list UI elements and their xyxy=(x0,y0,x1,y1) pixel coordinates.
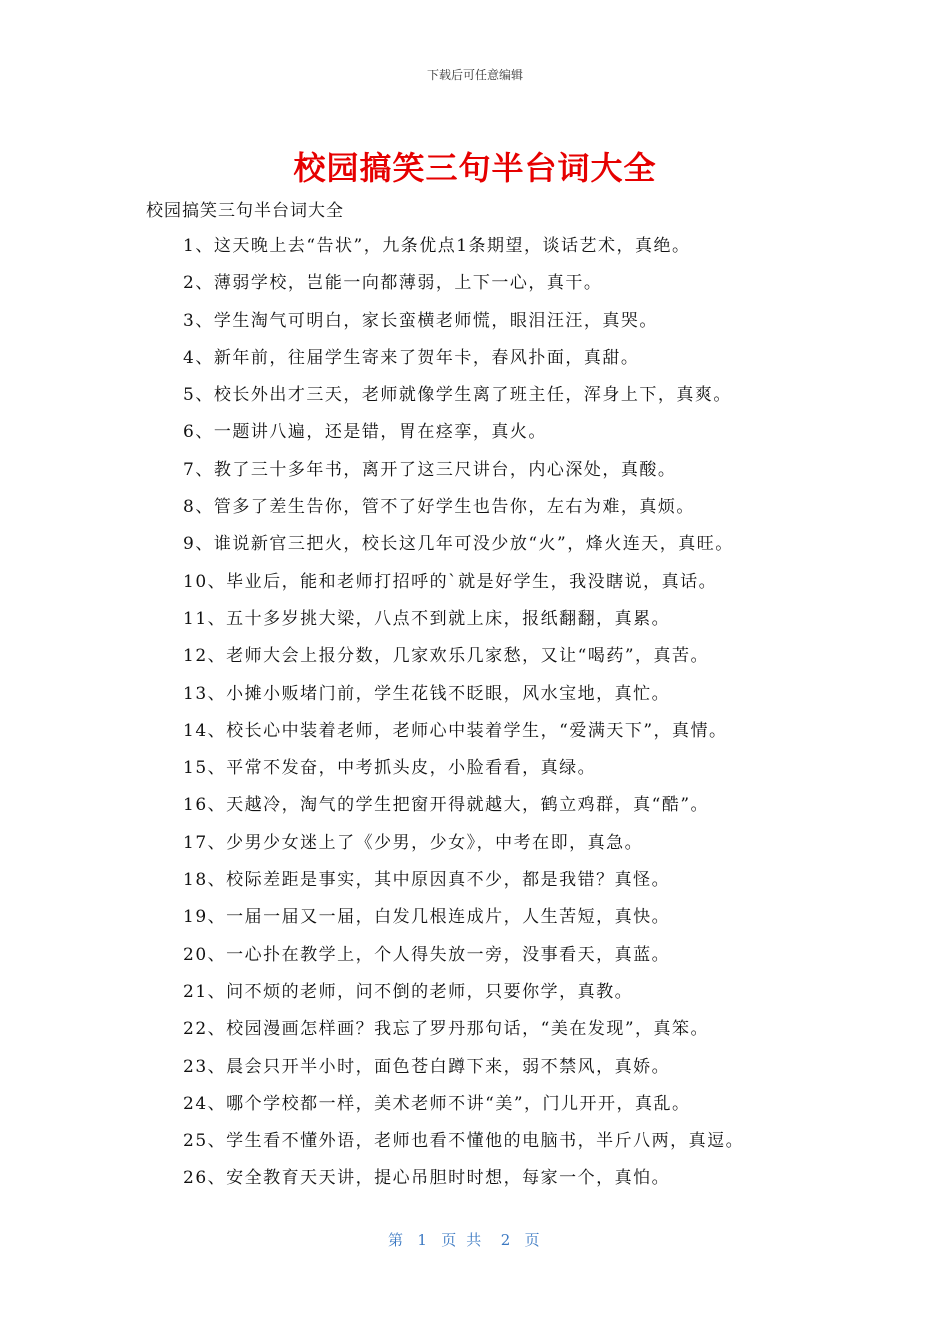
page-footer xyxy=(388,1229,540,1250)
list-item: 6、一题讲八遍，还是错，胃在痉挛，真火。 xyxy=(183,422,547,443)
dialogue-list xyxy=(183,232,883,1202)
list-item: 10、毕业后，能和老师打招呼的`就是好学生，我没瞎说，真话。 xyxy=(183,571,718,592)
list-item: 16、天越冷，淘气的学生把窗开得就越大，鹤立鸡群，真“酷”。 xyxy=(183,795,710,816)
list-item: 22、校园漫画怎样画？我忘了罗丹那句话，“美在发现”，真笨。 xyxy=(183,1019,710,1040)
list-item: 20、一心扑在教学上，个人得失放一旁，没事看天，真蓝。 xyxy=(183,944,671,965)
list-item: 17、少男少女迷上了《少男，少女》，中考在即，真急。 xyxy=(183,832,644,853)
list-item: 2、薄弱学校，岂能一向都薄弱，上下一心，真干。 xyxy=(183,273,603,294)
document-title: 校园搞笑三句半台词大全 xyxy=(293,149,657,187)
list-item: 8、管多了差生告你，管不了好学生也告你，左右为难，真烦。 xyxy=(183,497,695,518)
list-item: 14、校长心中装着老师，老师心中装着学生，“爱满天下”，真情。 xyxy=(183,720,728,741)
footer-total-pages: 2 xyxy=(500,1231,511,1249)
list-item: 1、这天晚上去“告状”，九条优点1条期望，谈话艺术，真绝。 xyxy=(183,236,691,256)
footer-page-prefix: 第 xyxy=(388,1231,404,1249)
list-item: 5、校长外出才三天，老师就像学生离了班主任，浑身上下，真爽。 xyxy=(183,385,732,406)
list-item: 3、学生淘气可明白，家长蛮横老师慌，眼泪汪汪，真哭。 xyxy=(183,310,658,331)
list-item: 13、小摊小贩堵门前，学生花钱不眨眼，风水宝地，真忙。 xyxy=(183,683,671,704)
page-header: 下载后可任意编辑 xyxy=(426,68,523,82)
list-item: 9、谁说新官三把火，校长这几年可没少放“火”，烽火连天，真旺。 xyxy=(183,534,734,555)
list-item: 18、校际差距是事实，其中原因真不少，都是我错？真怪。 xyxy=(183,870,671,891)
footer-page-suffix: 页 xyxy=(524,1231,540,1249)
list-item: 15、平常不发奋，中考抓头皮，小脸看看，真绿。 xyxy=(183,758,597,779)
list-item: 7、教了三十多年书，离开了这三尺讲台，内心深处，真酸。 xyxy=(183,459,677,480)
footer-current-page: 1 xyxy=(417,1231,427,1249)
list-item: 24、哪个学校都一样，美术老师不讲“美”，门儿开开，真乱。 xyxy=(183,1093,691,1114)
list-item: 11、五十多岁挑大梁，八点不到就上床，报纸翻翻，真累。 xyxy=(183,608,671,629)
list-item: 23、晨会只开半小时，面色苍白蹲下来，弱不禁风，真娇。 xyxy=(183,1056,671,1077)
list-item: 4、新年前，往届学生寄来了贺年卡，春风扑面，真甜。 xyxy=(183,347,640,368)
list-item: 26、安全教育天天讲，提心吊胆时时想，每家一个，真怕。 xyxy=(183,1168,671,1189)
list-item: 19、一届一届又一届，白发几根连成片，人生苦短，真快。 xyxy=(183,907,671,928)
footer-page-middle: 页共 xyxy=(441,1231,492,1249)
list-item: 25、学生看不懂外语，老师也看不懂他的电脑书，半斤八两，真逗。 xyxy=(183,1131,745,1152)
list-item: 12、老师大会上报分数，几家欢乐几家愁，又让“喝药”，真苦。 xyxy=(183,646,710,667)
list-item: 21、问不烦的老师，问不倒的老师，只要你学，真教。 xyxy=(183,981,634,1002)
document-subtitle: 校园搞笑三句半台词大全 xyxy=(146,201,344,221)
